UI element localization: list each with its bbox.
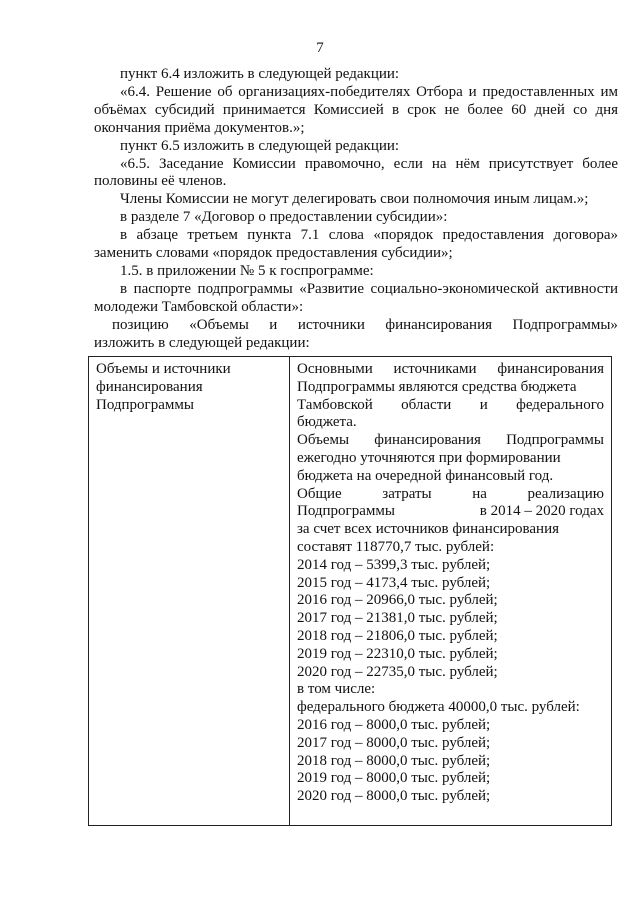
word: источниками: [393, 361, 477, 377]
year-federal-line: 2019 год – 8000,0 тыс. рублей;: [297, 770, 491, 787]
federal-budget-label: федерального бюджета 40000,0 тыс. рублей:: [297, 699, 580, 716]
year-federal-line: 2018 год – 8000,0 тыс. рублей;: [297, 752, 491, 769]
table-row: [89, 357, 612, 826]
word: федерального: [516, 396, 604, 413]
word: позицию: [112, 316, 169, 333]
year-total-line: 2018 год – 21806,0 тыс. рублей;: [297, 627, 498, 644]
content-line: ежегодно уточняются при формировании: [297, 449, 561, 466]
content-line: [297, 503, 604, 521]
content-line: составят 118770,7 тыс. рублей:: [297, 538, 495, 555]
word: источники: [297, 316, 365, 333]
paragraph-delegation: Члены Комиссии не могут делегировать свои полномочия иным лицам.»;: [120, 191, 589, 208]
paragraph-item-6-5-text: «6.5. Заседание Комиссии правомочно, если на нём присутствует более половины её членов.: [94, 155, 618, 190]
word: в 2014 – 2020 годах: [479, 503, 604, 520]
including-label: в том числе:: [297, 681, 376, 698]
content-line: бюджета.: [297, 414, 357, 431]
paragraph-section-7: в разделе 7 «Договор о предоставлении субсидии»:: [120, 209, 448, 226]
content-line: бюджета на очередной финансовый год.: [297, 467, 554, 484]
paragraph-item-6-5-intro: пункт 6.5 изложить в следующей редакции:: [120, 137, 400, 154]
word: области: [401, 396, 452, 413]
word: Подпрограммы: [297, 503, 395, 520]
word: Подпрограммы: [506, 432, 604, 449]
word: на: [472, 485, 487, 502]
paragraph-item-7-1: в абзаце третьем пункта 7.1 слова «порядок предоставления договора» заменить словами «порядок предоставления субсидии»;: [94, 227, 618, 262]
year-total-line: 2020 год – 22735,0 тыс. рублей;: [297, 663, 498, 680]
content-line: Подпрограммы являются средства бюджета: [297, 378, 577, 395]
year-total-line: 2016 год – 20966,0 тыс. рублей;: [297, 592, 498, 609]
word: «Объемы: [189, 316, 249, 333]
year-federal-line: 2017 год – 8000,0 тыс. рублей;: [297, 734, 491, 751]
content-line: [297, 486, 604, 504]
content-line: [297, 361, 604, 379]
word: затраты: [382, 485, 432, 502]
word: Подпрограммы»: [512, 316, 618, 333]
word: финансирования: [374, 432, 481, 449]
word: Тамбовской: [297, 396, 373, 413]
paragraph-passport: в паспорте подпрограммы «Развитие социально-экономической активности молодежи Тамбовской области»:: [94, 280, 618, 315]
word: Общие: [297, 485, 342, 502]
content-line: [297, 432, 604, 450]
year-federal-line: 2016 год – 8000,0 тыс. рублей;: [297, 716, 491, 733]
label-line: Подпрограммы: [96, 396, 194, 413]
paragraph-appendix-5: 1.5. в приложении № 5 к госпрограмме:: [120, 262, 374, 279]
word: финансирования: [497, 361, 604, 377]
page-number: 7: [316, 40, 324, 56]
table-cell-content: [290, 357, 612, 826]
word: Объемы: [297, 432, 350, 449]
year-total-line: 2015 год – 4173,4 тыс. рублей;: [297, 574, 491, 591]
passport-table: [88, 356, 612, 826]
year-federal-line: 2020 год – 8000,0 тыс. рублей;: [297, 788, 491, 805]
content-line: за счет всех источников финансирования: [297, 521, 559, 538]
word: и: [269, 316, 278, 333]
paragraph-position-line: [94, 317, 618, 335]
paragraph-item-6-4-intro: пункт 6.4 изложить в следующей редакции:: [120, 66, 400, 82]
paragraph-position-rest: изложить в следующей редакции:: [94, 334, 310, 351]
label-line: финансирования: [96, 378, 203, 395]
table-cell-label: [89, 357, 290, 826]
document-body: [94, 66, 618, 353]
word: реализацию: [527, 485, 604, 502]
word: Основными: [297, 361, 373, 377]
year-total-line: 2019 год – 22310,0 тыс. рублей;: [297, 645, 498, 662]
year-total-line: 2017 год – 21381,0 тыс. рублей;: [297, 610, 498, 627]
word: и: [479, 396, 488, 413]
paragraph-item-6-4-text: «6.4. Решение об организациях-победителях Отбора и предоставленных им объёмах субсидий принимается Комиссией в срок не более 60 дней со дня окончания приёма документов.»;: [94, 83, 618, 136]
word: финансирования: [385, 316, 493, 333]
year-total-line: 2014 год – 5399,3 тыс. рублей;: [297, 556, 491, 573]
label-line: Объемы и источники: [96, 361, 231, 377]
content-line: [297, 397, 604, 415]
